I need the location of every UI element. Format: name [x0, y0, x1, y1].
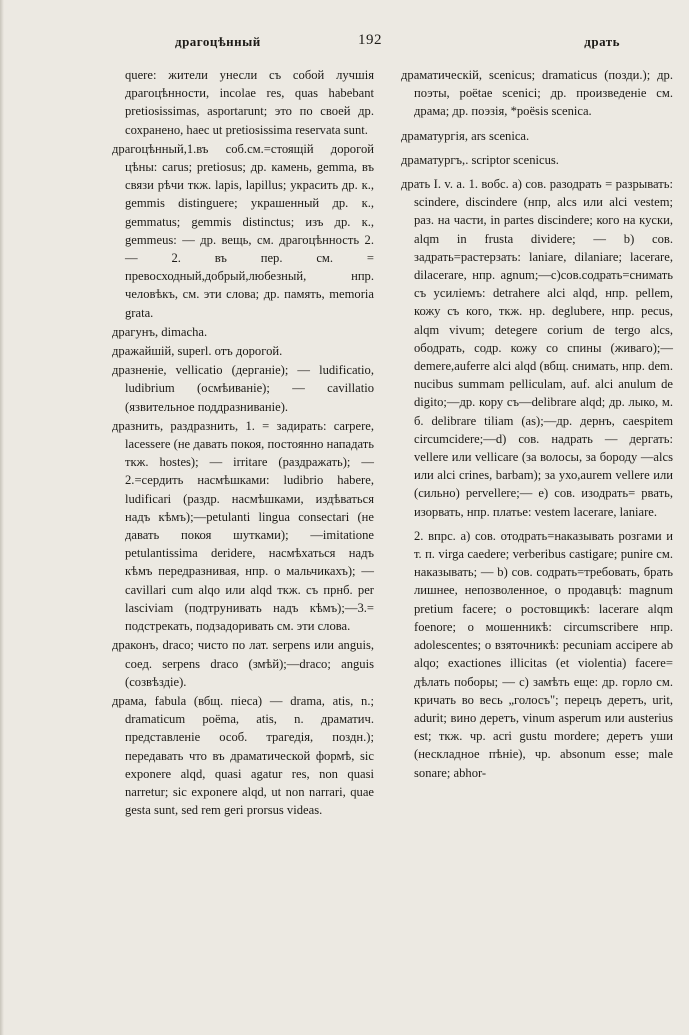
- dictionary-entry: драконъ, draco; чисто по лат. serpens или anguis, соед. serpens draco (змѣй);—draco; anguis (созвѣздіе).: [112, 638, 374, 689]
- dictionary-entry: quere: жители унесли съ собой лучшія драгоцѣнности, incolae res, quas habebant pretiosissimas, asportarunt; это по своей др. сохранено, haec ut pretiosissima reservata sunt.: [125, 68, 374, 137]
- dictionary-entry: дражайшій, superl. отъ дорогой.: [112, 344, 283, 359]
- dictionary-entry: драматургія, ars scenica.: [401, 128, 530, 143]
- dictionary-entry: драматическій, scenicus; dramaticus (позди.); др. поэты, poëtae scenici; др. произведеніе см. драма; др. поэзія, *poësis scenica.: [401, 68, 673, 119]
- dictionary-entry: драма, fabula (вбщ. пieca) — drama, atis, n.; dramaticum poëma, atis, n. драматич. представленіе особ. трагедія, поздн.); передавать что въ драматической формѣ, sic exponere alqd, quasi agatur res, non quasi narretur; sic exponere alqd, ut non narrari, quae gesta sunt, sed rem geri prorsus videas.: [112, 693, 374, 818]
- dictionary-entry: дразнить, раздразнить, 1. = задирать: carpere, lacessere (не давать покоя, постоянно нападать ткж. hostes); — irritare (раздражать); — 2.=сердить насмѣшками: ludibrio habere, ludificari (раздр. насмѣшками, издѣваться надъ кѣмъ);—petulanti lingua consectari (не давать покоя шутками); —imitatione petulantissima deridere, насмѣхаться надъ кѣмъ передразнивая, нпр. о мальчикахъ); — cavillari cum alqo или alqd ткж. съ прнб. per lasciviam (подтрунивать надъ кѣмъ);—3.= подстрекать, подзадоривать см. эти слова.: [112, 418, 374, 634]
- dictionary-entry: дразненіе, vellicatio (дерганіе); — ludificatio, ludibrium (осмѣиваніе); — cavillatio (язвительное поддразниваніе).: [112, 363, 374, 414]
- dictionary-entry: драгоцѣнный,1.въ соб.см.=стоящій дорогой цѣны: carus; pretiosus; др. камень, gemma, въ связи рѣчи ткж. lapis, lapillus; украсить др. к., gemmis distinguere; украшенный др. к., gemmatus; gemmis distinctus; изъ др. к., gemmeus: — др. вещь, см. драгоцѣнность 2. — 2. въ пер. см. = превосходный,добрый,любезный, нпр. человѣкъ, см. эти слова; др. память, memoria grata.: [112, 141, 374, 320]
- dictionary-entry: драгунъ, dimacha.: [112, 324, 208, 339]
- text-columns: [112, 66, 673, 820]
- header-right-guideword: драть: [584, 34, 620, 49]
- dictionary-entry: драматургъ,. scriptor scenicus.: [401, 152, 559, 167]
- page-edge-shadow: [0, 0, 4, 1035]
- right-column: [401, 66, 673, 820]
- header-left-guideword: драгоцѣнный: [175, 34, 261, 49]
- dictionary-entry: драть I. v. a. 1. вобс. a) сов. разодрать = разрывать: scindere, discindere (нпр, alcs или alci vestem; раз. на части, in partes discindere; кого на куски, alqm in frusta dividere; — b) сов. задрать=растерзать: laniare, dilaniare; lacerare, dilacerare, нпр. agnum;—c)сов.содрать=снимать съ усиліемъ: detrahere alci alqd, нпр. pellem, кожу съ кого, ткж. нр. deglubere, нпр. pecus, alqm vivum; detegere corium de tergo alcs, ободрать, содр. кожу со спины (живаго);—demere,auferre alci alqd (вбщ. снимать, нпр. dem. nucibus summam pelliculam, auf. alci anulum de digito;—др. кору съ—delibrare alqd; др. лыко, м. б. delibrare tiliam (as);—др. дернъ, caespitem circumcidere;—d) сов. надрать — дергать: vellere или vellicare (за волосы, за бороду —alcs или alci crines, barbam); за ухо,aurem vellere или (сильно) pervellere;— e) сов. изодрать= рвать, изорвать, нпр. платье: vestem lacerare, laniare.: [401, 177, 673, 519]
- page-number: 192: [358, 32, 382, 48]
- left-column: [112, 66, 374, 820]
- running-header: [112, 34, 673, 56]
- dictionary-entry: 2. впрс. a) сов. отодрать=наказывать розгами и т. п. virga caedere; verberibus castigare; punire см. наказывать; — b) сов. содрать=требовать, брать лишнее, непозволенное, о продавцѣ: magnum pretium facere; о ростовщикѣ: lacerare alqm foenore; о мошенникѣ: circumscribere нпр. adolescentes; о взяточникѣ: pecuniam accipere ab alqo; exactiones illicitas (et violentia) facere= дѣлать поборы; — c) замѣть еще: др. горло см. кричать во весь „голосъ"; перецъ деретъ, urit, adurit; вино деретъ, vinum asperum или austerius est; ткж. чр. acri gustu mordere; деретъ уши (нескладное пѣніе), чр. absonum esse; male sonare; abhor-: [414, 528, 673, 780]
